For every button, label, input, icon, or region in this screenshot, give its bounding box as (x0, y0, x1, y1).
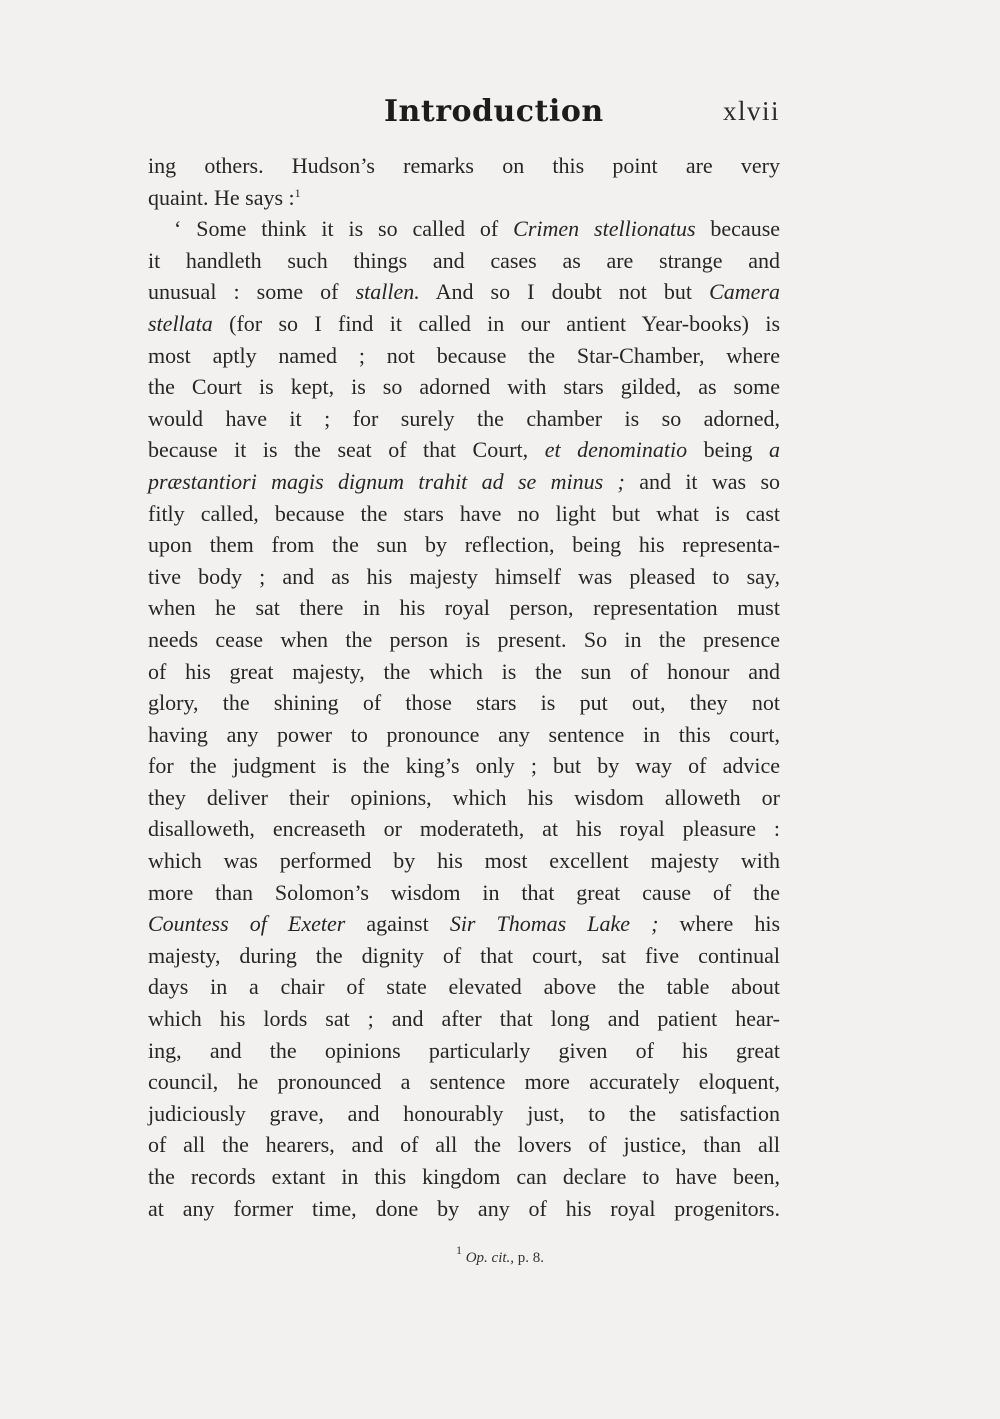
text-line: because it is the seat of that Court, et denominatio being a (148, 437, 781, 463)
text-line: at any former time, done by any of his royal progenitors. (148, 1195, 780, 1221)
text-line: ing, and the opinions particularly given of his great (148, 1037, 780, 1063)
page-number: xlvii (722, 96, 780, 126)
text-line: fitly called, because the stars have no light but what is cast (148, 500, 780, 526)
text-line: days in a chair of state elevated above the table about (148, 974, 780, 1000)
text-line: unusual : some of stallen. And so I doubt not but Camera (148, 279, 780, 305)
text-line: the records extant in this kingdom can declare to have been, (148, 1164, 780, 1189)
text-line: disalloweth, encreaseth or moderateth, at his royal pleasure : (148, 816, 780, 842)
text-line: having any power to pronounce any sentence in this court, (148, 721, 780, 747)
text-line: præstantiori magis dignum trahit ad se minus ; and it was so (148, 468, 781, 494)
text-line: when he sat there in his royal person, representation must (148, 595, 780, 621)
text-line: they deliver their opinions, which his wisdom alloweth or (148, 784, 780, 810)
main-text (148, 150, 780, 1224)
text-line: council, he pronounced a sentence more accurately eloquent, (148, 1069, 780, 1095)
text-line: ‘ Some think it is so called of Crimen stellionatus because (174, 216, 781, 242)
text-line: which was performed by his most excellent majesty with (148, 848, 780, 874)
footnote-citation: Op. cit., (465, 1250, 515, 1266)
text-line: majesty, during the dignity of that court, sat five continual (148, 942, 780, 968)
footnote-reference: 1 (294, 185, 301, 200)
text-line: for the judgment is the king’s only ; but by way of advice (148, 753, 780, 779)
text-line: it handleth such things and cases as are strange and (148, 247, 780, 273)
text-line: glory, the shining of those stars is put out, they not (148, 690, 780, 716)
text-line: stellata (for so I find it called in our antient Year-books) is (148, 310, 781, 336)
footnote (0, 1243, 1000, 1267)
text-line: tive body ; and as his majesty himself was pleased to say, (148, 563, 780, 589)
text-line: of all the hearers, and of all the lovers of justice, than all (148, 1132, 780, 1158)
text-line: judiciously grave, and honourably just, to the satisfaction (148, 1100, 780, 1126)
text-line: would have it ; for surely the chamber is so adorned, (148, 405, 780, 431)
text-line: upon them from the sun by reflection, being his representa- (148, 532, 780, 558)
running-title: Introduction (384, 94, 604, 129)
page-header (148, 94, 780, 138)
text-line: more than Solomon’s wisdom in that great cause of the (148, 879, 780, 905)
text-line: the Court is kept, is so adorned with stars gilded, as some (148, 374, 780, 400)
text-line: most aptly named ; not because the Star-Chamber, where (148, 342, 780, 368)
footnote-marker: 1 (455, 1243, 462, 1257)
text-line: which his lords sat ; and after that long and patient hear- (148, 1006, 780, 1032)
text-line: ing others. Hudson’s remarks on this point are very (148, 153, 780, 178)
text-line: quaint. He says :$^1$ (148, 184, 301, 210)
text-line: Countess of Exeter against Sir Thomas Lake ; where his (148, 911, 781, 937)
footnote-page: p. 8. (517, 1250, 545, 1266)
text-line: of his great majesty, the which is the sun of honour and (148, 658, 780, 684)
text-line: needs cease when the person is present. So in the presence (148, 626, 780, 652)
